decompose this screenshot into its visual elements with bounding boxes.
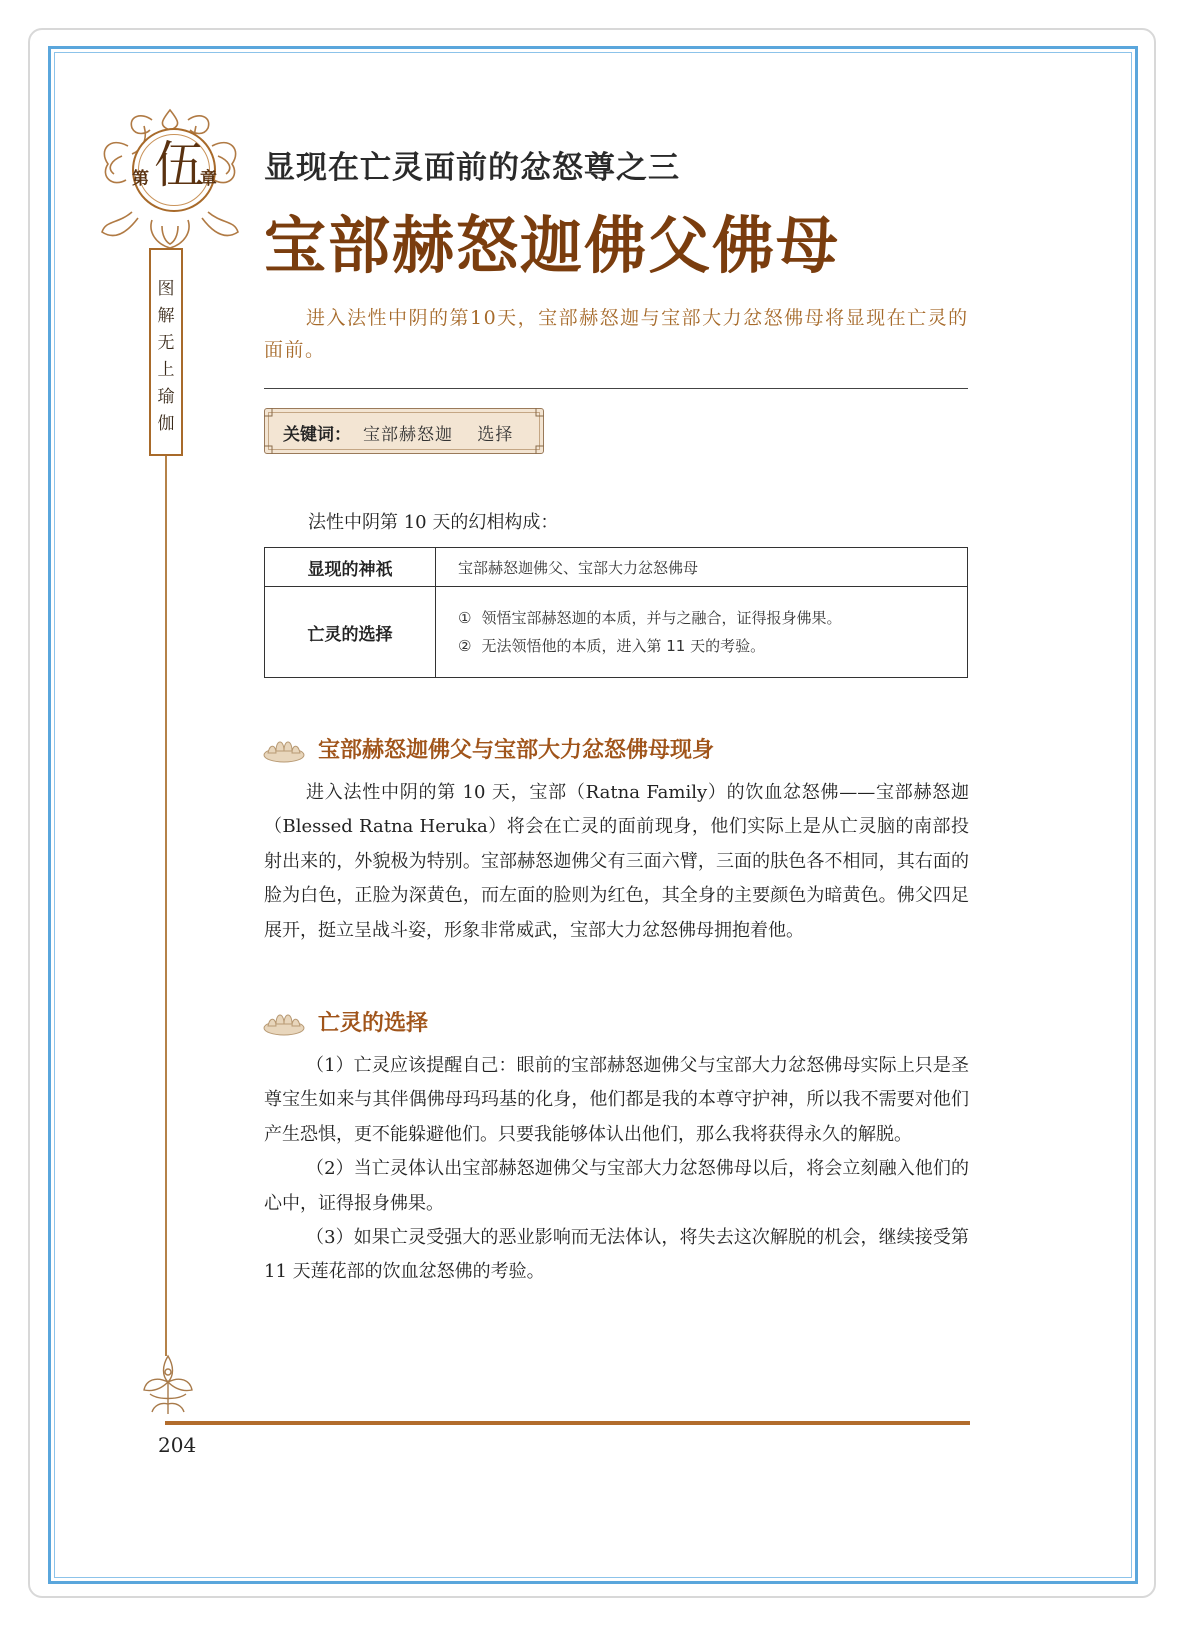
table-value-cell: 宝部赫怒迦佛父、宝部大力忿怒佛母	[436, 548, 968, 587]
chapter-prefix: 第	[132, 169, 149, 189]
chapter-emblem	[92, 106, 248, 252]
info-table	[264, 547, 968, 678]
keyword-item: 宝部赫怒迦	[363, 425, 453, 445]
chapter-suffix: 章	[200, 169, 217, 189]
keyword-item: 选择	[477, 425, 514, 445]
paragraph: 进入法性中阴的第 10 天，宝部（Ratna Family）的饮血忿怒佛——宝部赫怒迦 （Blessed Ratna Heruka）将会在亡灵的面前现身，他们实际上是从亡灵脑的南部投射出来的，外貌极为特别。宝部赫怒迦佛父有三面六臂，三面的肤色各不相同，其右面的脸为白色，正脸为深黄色，而左面的脸则为红色，其全身的主要颜色为暗黄色。佛父四足展开，挺立呈战斗姿，形象非常威武，宝部大力忿怒佛母拥抱着他。	[264, 782, 969, 941]
footer-rule	[165, 1421, 970, 1425]
section-title: 亡灵的选择	[318, 1011, 429, 1036]
intro-divider	[264, 388, 968, 389]
lotus-ornament-icon	[138, 1350, 198, 1420]
lotus-icon	[262, 1008, 306, 1038]
table-row	[265, 548, 968, 587]
keywords-values	[363, 420, 531, 445]
choice-item	[458, 604, 966, 632]
keywords-label: 关键词：	[283, 425, 351, 445]
book-side-tab	[149, 248, 183, 456]
paragraph: （3）如果亡灵受强大的恶业影响而无法体认，将失去这次解脱的机会，继续接受第 11 天莲花部的饮血忿怒佛的考验。	[264, 1227, 969, 1283]
lotus-icon	[262, 735, 306, 765]
paragraph: （2）当亡灵体认出宝部赫怒迦佛父与宝部大力忿怒佛母以后，将会立刻融入他们的心中，证得报身佛果。	[264, 1158, 969, 1214]
choice-marker: ①	[458, 609, 472, 627]
choice-text: 无法领悟他的本质，进入第 11 天的考验。	[481, 637, 766, 655]
choice-text: 领悟宝部赫怒迦的本质，并与之融合，证得报身佛果。	[481, 609, 842, 627]
section-body	[264, 776, 969, 948]
chapter-number: 伍	[154, 136, 204, 194]
page-subtitle: 显现在亡灵面前的忿怒尊之三	[264, 150, 680, 186]
intro-paragraph: 进入法性中阴的第10天，宝部赫怒迦与宝部大力忿怒佛母将显现在亡灵的面前。	[264, 307, 969, 361]
page-number: 204	[158, 1433, 197, 1457]
section-heading	[262, 733, 862, 767]
section-body	[264, 1049, 969, 1290]
choice-marker: ②	[458, 637, 472, 655]
side-tab-text: 图解无上瑜伽	[157, 279, 175, 434]
table-header-cell: 亡灵的选择	[265, 587, 436, 678]
section-title: 宝部赫怒迦佛父与宝部大力忿怒佛母现身	[318, 738, 715, 763]
choice-item	[458, 632, 966, 660]
paragraph: （1）亡灵应该提醒自己：眼前的宝部赫怒迦佛父与宝部大力忿怒佛母实际上只是圣尊宝生如来与其伴偶佛母玛玛基的化身，他们都是我的本尊守护神，所以我不需要对他们产生恐惧，更不能躲避他们。只要我能够体认出他们，那么我将获得永久的解脱。	[264, 1055, 969, 1145]
table-row	[265, 587, 968, 678]
keywords-box	[264, 408, 544, 454]
page-title: 宝部赫怒迦佛父佛母	[264, 209, 841, 282]
table-header-cell: 显现的神祇	[265, 548, 436, 587]
side-vertical-rule	[165, 456, 167, 1356]
table-caption: 法性中阴第 10 天的幻相构成：	[308, 512, 559, 533]
table-value-cell	[436, 587, 968, 678]
section-heading	[262, 1006, 862, 1040]
